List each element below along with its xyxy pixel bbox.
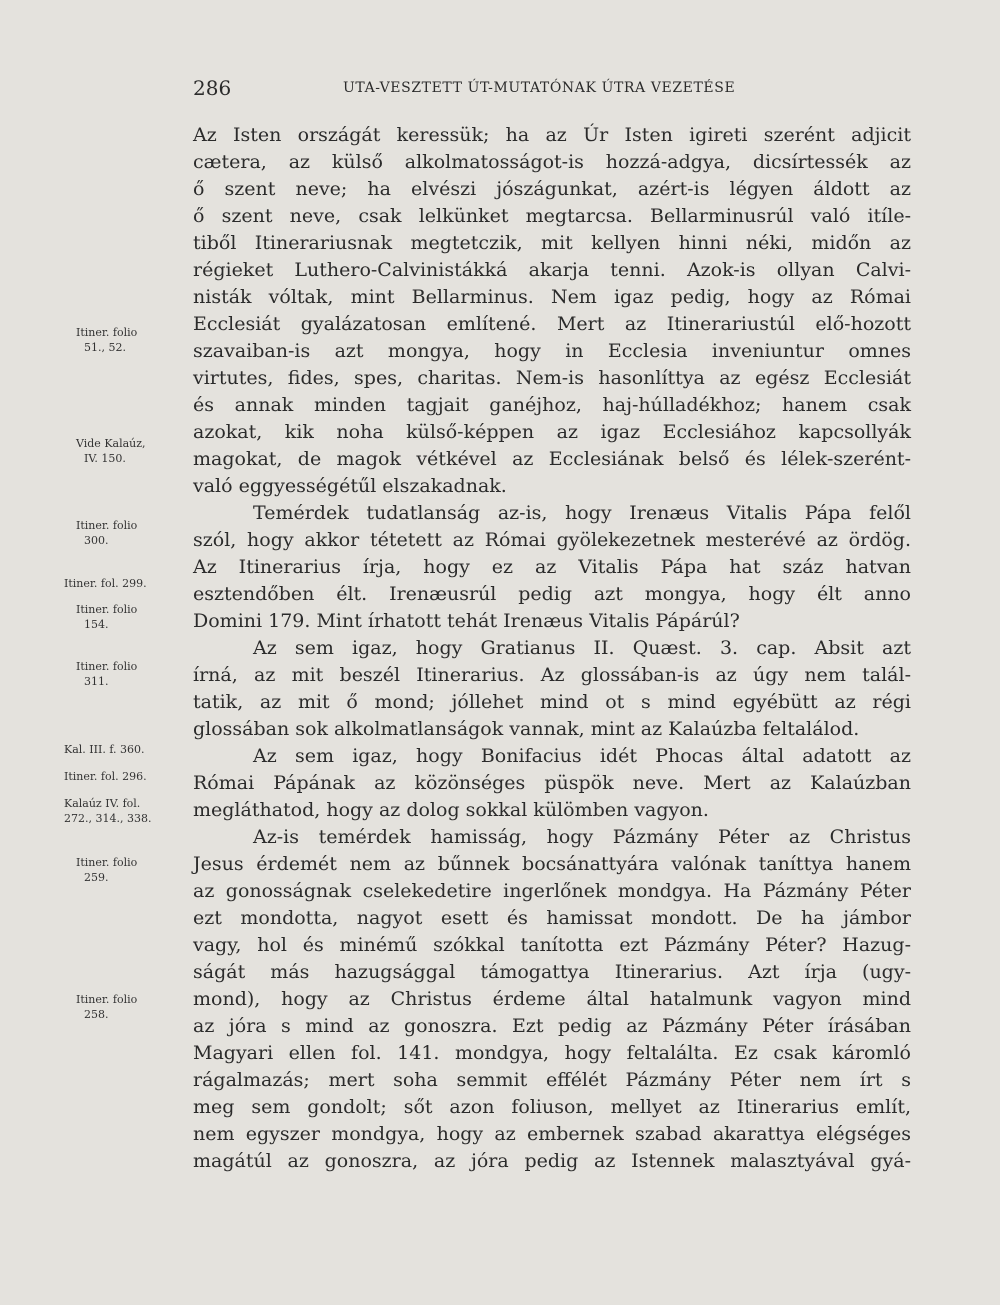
text-line: azokat, kik noha külső-képpen az igaz Ecclesiához kapcsollyák: [193, 421, 911, 443]
text-line: esztendőben élt. Irenæusrúl pedig azt mongya, hogy élt anno: [193, 583, 911, 605]
text-line: rágalmazás; mert soha semmit effélét Pázmány Péter nem írt s: [193, 1069, 911, 1091]
text-line: Az sem igaz, hogy Bonifacius idét Phocas által adatott az: [253, 745, 911, 767]
margin-note: Itiner. folio 300.: [76, 519, 138, 547]
text-line: és annak minden tagjait ganéjhoz, haj-húlladékhoz; hanem csak: [193, 394, 911, 416]
text-line: glossában sok alkolmatlanságok vannak, mint az Kalaúzba feltalálod.: [193, 718, 860, 740]
margin-note: Itiner. folio 51., 52.: [76, 326, 138, 354]
text-line: Domini 179. Mint írhatott tehát Irenæus Vitalis Pápárúl?: [193, 610, 740, 632]
text-line: Jesus érdemét nem az bűnnek bocsánattyára valónak taníttya hanem: [193, 853, 911, 875]
text-line: az jóra s mind az gonoszra. Ezt pedig az Pázmány Péter írásában: [193, 1015, 911, 1037]
text-line: virtutes, fides, spes, charitas. Nem-is hasonlíttya az egész Ecclesiát: [193, 367, 911, 389]
text-line: szavaiban-is azt mongya, hogy in Ecclesia inveniuntur omnes: [193, 340, 911, 362]
text-line: Az Itinerarius írja, hogy ez az Vitalis Pápa hat száz hatvan: [193, 556, 911, 578]
margin-note: Itiner. folio 311.: [76, 660, 138, 688]
margin-note: Kalaúz IV. fol. 272., 314., 338.: [64, 797, 152, 825]
text-line: magokat, de magok vétkével az Ecclesiának belső és lélek-szerént-: [193, 448, 911, 470]
text-line: ő szent neve, csak lelkünket megtarcsa. Bellarminusrúl való itíle-: [193, 205, 911, 227]
margin-note: Itiner. folio 259.: [76, 856, 138, 884]
running-title: UTA-VESZTETT ÚT-MUTATÓNAK ÚTRA VEZETÉSE: [343, 80, 736, 96]
text-line: nisták vóltak, mint Bellarminus. Nem igaz pedig, hogy az Római: [193, 286, 911, 308]
margin-note: Itiner. folio 258.: [76, 993, 138, 1021]
text-line: ő szent neve; ha elvészi jószágunkat, azért-is légyen áldott az: [193, 178, 911, 200]
text-line: Temérdek tudatlanság az-is, hogy Irenæus Vitalis Pápa felől: [253, 502, 911, 524]
margin-note: Vide Kalaúz, IV. 150.: [76, 437, 146, 465]
margin-note: Itiner. fol. 299.: [64, 577, 147, 590]
text-line: régieket Luthero-Calvinistákká akarja tenni. Azok-is ollyan Calvi-: [193, 259, 911, 281]
text-line: az gonosságnak cselekedetire ingerlőnek mondgya. Ha Pázmány Péter: [193, 880, 911, 902]
text-line: Magyari ellen fol. 141. mondgya, hogy feltalálta. Ez csak káromló: [193, 1042, 911, 1064]
text-line: Az Isten országát keressük; ha az Úr Isten igireti szerént adjicit: [193, 124, 911, 146]
text-line: írná, az mit beszél Itinerarius. Az glossában-is az úgy nem talál-: [193, 664, 911, 686]
text-line: mond), hogy az Christus érdeme által hatalmunk vagyon mind: [193, 988, 911, 1010]
text-line: Az-is temérdek hamisság, hogy Pázmány Péter az Christus: [253, 826, 911, 848]
body-text: [193, 122, 911, 1175]
text-line: cætera, az külső alkolmatosságot-is hozzá-adgya, dicsírtessék az: [193, 151, 911, 173]
text-line: Az sem igaz, hogy Gratianus II. Quæst. 3. cap. Absit azt: [253, 637, 911, 659]
text-line: Római Pápának az közönséges püspök neve. Mert az Kalaúzban: [193, 772, 911, 794]
margin-note: Itiner. folio 154.: [76, 603, 138, 631]
text-line: való eggyességétűl elszakadnak.: [193, 475, 507, 497]
text-line: megláthatod, hogy az dolog sokkal külömben vagyon.: [193, 799, 709, 821]
text-line: vagy, hol és minémű szókkal tanította ezt Pázmány Péter? Hazug-: [193, 934, 911, 956]
text-line: ságát más hazugsággal támogattya Itinerarius. Azt írja (ugy-: [193, 961, 911, 983]
text-line: tatik, az mit ő mond; jóllehet mind ot s mind egyébütt az régi: [193, 691, 911, 713]
text-line: tiből Itinerariusnak megtetczik, mit kellyen hinni néki, midőn az: [193, 232, 911, 254]
text-line: Ecclesiát gyalázatosan említené. Mert az Itinerariustúl elő-hozott: [193, 313, 911, 335]
page-header: [0, 76, 1000, 106]
page-number: 286: [193, 76, 232, 100]
text-line: magátúl az gonoszra, az jóra pedig az Istennek malasztyával gyá-: [193, 1150, 911, 1172]
margin-note: Itiner. fol. 296.: [64, 770, 147, 783]
margin-note: Kal. III. f. 360.: [64, 743, 145, 756]
text-line: meg sem gondolt; sőt azon foliuson, mellyet az Itinerarius említ,: [193, 1096, 911, 1118]
text-line: ezt mondotta, nagyot esett és hamissat mondott. De ha jámbor: [193, 907, 911, 929]
text-line: szól, hogy akkor tétetett az Római gyölekezetnek mesterévé az ördög.: [193, 529, 911, 551]
text-line: nem egyszer mondgya, hogy az embernek szabad akarattya elégséges: [193, 1123, 911, 1145]
